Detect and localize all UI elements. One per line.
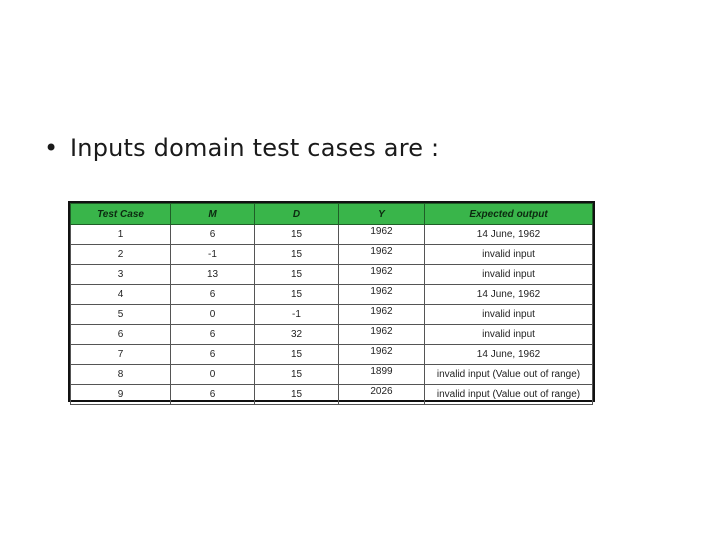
table-header-row [71, 204, 593, 225]
cell-test-case: 4 [71, 285, 171, 305]
cell-day: 15 [255, 265, 339, 285]
table-row [71, 385, 593, 405]
cell-year: 1962 [339, 225, 425, 245]
cell-test-case: 7 [71, 345, 171, 365]
cell-year: 1962 [339, 305, 425, 325]
cell-test-case: 6 [71, 325, 171, 345]
header-test-case: Test Case [71, 204, 171, 225]
header-expected-output: Expected output [425, 204, 593, 225]
test-case-table [70, 203, 593, 405]
cell-month: 13 [171, 265, 255, 285]
table-row [71, 325, 593, 345]
table-row [71, 245, 593, 265]
heading-text: Inputs domain test cases are : [70, 134, 440, 162]
cell-year: 1899 [339, 365, 425, 385]
table-row [71, 265, 593, 285]
cell-expected-output: invalid input [425, 265, 593, 285]
cell-day: 15 [255, 285, 339, 305]
cell-test-case: 9 [71, 385, 171, 405]
cell-expected-output: 14 June, 1962 [425, 345, 593, 365]
cell-expected-output: invalid input [425, 325, 593, 345]
cell-month: 6 [171, 225, 255, 245]
cell-year: 1962 [339, 285, 425, 305]
cell-year: 1962 [339, 265, 425, 285]
cell-year: 2026 [339, 385, 425, 405]
cell-year: 1962 [339, 345, 425, 365]
bullet-icon: • [44, 134, 59, 162]
table-row [71, 225, 593, 245]
cell-day: 15 [255, 385, 339, 405]
table-row [71, 285, 593, 305]
cell-month: 0 [171, 365, 255, 385]
cell-test-case: 5 [71, 305, 171, 325]
table-row [71, 345, 593, 365]
slide-heading [44, 134, 439, 162]
header-day: D [255, 204, 339, 225]
cell-day: -1 [255, 305, 339, 325]
cell-test-case: 1 [71, 225, 171, 245]
cell-month: 6 [171, 345, 255, 365]
test-case-table-container [68, 201, 595, 402]
cell-month: 6 [171, 325, 255, 345]
header-month: M [171, 204, 255, 225]
cell-month: 0 [171, 305, 255, 325]
header-year: Y [339, 204, 425, 225]
cell-expected-output: 14 June, 1962 [425, 285, 593, 305]
cell-day: 15 [255, 245, 339, 265]
table-row [71, 305, 593, 325]
cell-expected-output: invalid input [425, 245, 593, 265]
cell-expected-output: invalid input (Value out of range) [425, 365, 593, 385]
cell-expected-output: invalid input [425, 305, 593, 325]
cell-year: 1962 [339, 325, 425, 345]
cell-test-case: 8 [71, 365, 171, 385]
cell-day: 32 [255, 325, 339, 345]
cell-month: 6 [171, 385, 255, 405]
cell-test-case: 3 [71, 265, 171, 285]
cell-day: 15 [255, 365, 339, 385]
cell-day: 15 [255, 345, 339, 365]
table-row [71, 365, 593, 385]
cell-day: 15 [255, 225, 339, 245]
cell-year: 1962 [339, 245, 425, 265]
cell-month: -1 [171, 245, 255, 265]
cell-expected-output: invalid input (Value out of range) [425, 385, 593, 405]
cell-expected-output: 14 June, 1962 [425, 225, 593, 245]
cell-month: 6 [171, 285, 255, 305]
cell-test-case: 2 [71, 245, 171, 265]
